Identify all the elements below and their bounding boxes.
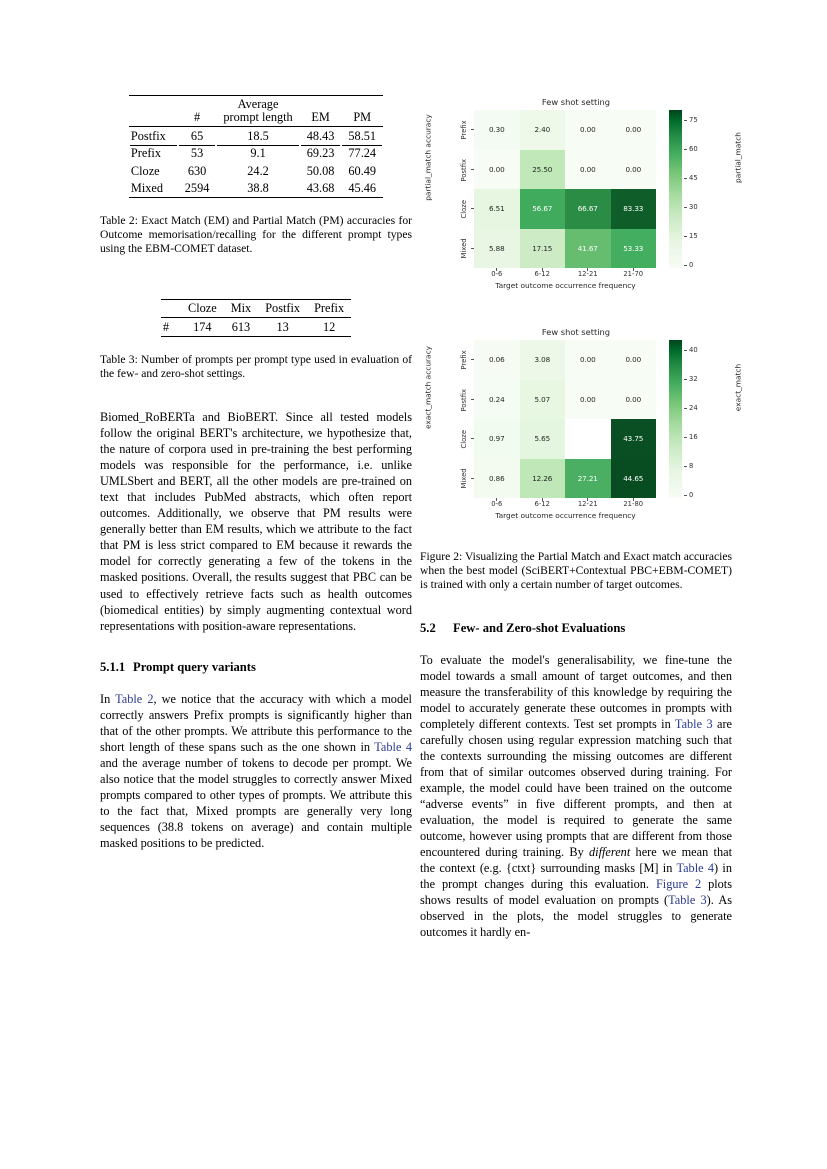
heatmap-1-x-ticks [474,270,656,278]
heatmap-cell: 5.65 [520,419,566,459]
table2-row-label: Cloze [130,163,160,178]
link-table-2[interactable]: Table 2 [115,691,154,706]
table3-header-blank [161,299,181,318]
left-paragraph-1 [100,409,412,634]
heatmap-cell: 0.00 [611,340,657,380]
heatmap-2-colorbar-title: exact_match [733,363,743,412]
y-tick-label: Cloze [460,199,468,219]
table-row [129,162,383,180]
heatmap-cell: 56.67 [520,189,566,229]
text-segment: and the average number of tokens to decode per prompt. We also notice that the model struggles to correctly answer Mixed prompts compared to other types of prompts. We attribute this to the fact that, Mixed prompts are generally very long sequences (38.8 tokens on average) and contain multiple masked positions to be predicted. [100,755,412,851]
table2-cell-count: 53 [190,146,204,160]
table2-cell-avg: 38.8 [216,180,299,198]
colorbar-tick-label: 0 [689,261,694,269]
heatmap-1-title: Few shot setting [541,97,611,107]
section-number: 5.1.1 [100,659,126,674]
table2-header-em: EM [300,96,342,127]
table2-cell-avg: 18.5 [216,127,299,145]
table-row [129,180,383,198]
heatmap-cell: 0.00 [611,380,657,420]
heatmap-cell: 2.40 [520,110,566,150]
table-3-block [100,299,412,381]
table2-header-avg-line2: prompt length [223,110,293,124]
heatmap-2-title: Few shot setting [541,327,611,337]
table2-header-count: # [178,96,217,127]
heatmap-2-x-axis-title: Target outcome occurrence frequency [495,511,636,520]
table2-row-label: Mixed [129,180,178,198]
heatmap-cell: 0.24 [474,380,520,420]
section-title: Prompt query variants [133,659,256,674]
heatmap-cell: 0.86 [474,459,520,499]
link-table-4[interactable]: Table 4 [676,861,715,876]
x-tick-label: 0-6 [491,500,503,508]
table3-header-mix: Mix [224,299,259,318]
heatmap-2-x-ticks [474,500,656,508]
link-table-3-second[interactable]: Table 3 [668,893,707,908]
table3-row-label: # [161,318,181,337]
heatmap-cell: 0.97 [474,419,520,459]
figure-2-heatmap-partial-match [420,95,743,308]
text-segment: In [100,691,116,706]
heatmap-cell: 0.00 [565,150,611,190]
heatmap-2-y-axis-title: exact_match accuracy [423,345,433,430]
heatmap-1 [420,95,743,308]
table-row [161,299,351,318]
heatmap-cell: 83.33 [611,189,657,229]
colorbar-tick-label: 75 [689,116,698,124]
heatmap-cell: 0.00 [565,110,611,150]
heatmap-2 [420,325,743,538]
table2-cell-avg: 24.2 [247,163,269,178]
link-table-3[interactable]: Table 3 [674,716,713,731]
table3-header-cloze: Cloze [181,299,224,318]
heatmap-cell: 17.15 [520,229,566,269]
heatmap-cell: 44.65 [611,459,657,499]
x-tick-label: 6-12 [534,270,550,278]
x-tick-label: 12-21 [577,270,598,278]
table2-header-blank [129,96,178,127]
text-segment: , we notice that the accuracy with which a model correctly answers Prefix prompts is significantly higher than that of the other prompts. We attribute this performance to the short length of these spans such as the one shown in [100,691,412,754]
table3-header-postfix: Postfix [258,299,307,318]
heatmap-cell: 0.00 [565,340,611,380]
table3-cell-prefix: 12 [307,318,351,337]
heatmap-cell: 43.75 [611,419,657,459]
colorbar-tick-label: 40 [689,346,698,354]
colorbar-tick-label: 45 [689,174,698,182]
heatmap-cell: 0.00 [611,110,657,150]
left-paragraph-1-text: Biomed_RoBERTa and BioBERT. Since all tested models follow the original BERT's architecture, we hypothesize that, the nature of corpora used in pre-training the best performing models was responsible for the performance, i.e. unlike UMLSbert and BERT, all the other models are pre-trained on text that includes PubMed abstracts, which often report outcomes. Additionally, we observe that PM results were generally better than EM results, which we attribute to the fact that PM is less strict compared to EM because it rewards the model for correctly generating a few of the tokens in the masked positions. Overall, the results suggest that PBC can be used to effectively retrieve facts such as health outcomes (biomedical entities) by simply augmenting contextual word representations with position-aware representations. [100,410,412,633]
table-row [161,318,351,337]
heatmap-cell: 53.33 [611,229,657,269]
text-segment: ). As observed in the plots, the model struggles to generate outcomes it hardly en- [420,893,732,940]
heatmap-cell: 12.26 [520,459,566,499]
heatmap-1-grid [474,110,656,268]
table-3 [161,299,351,337]
colorbar-tick-label: 60 [689,145,698,153]
right-paragraph-1 [420,652,732,941]
table2-cell-em: 43.68 [300,180,342,198]
heatmap-cell: 27.21 [565,459,611,499]
colorbar-tick-label: 30 [689,203,698,211]
text-segment: are carefully chosen using regular expression matching such that the contexts surrounding the missing outcomes are different from that of similar outcomes observed during training. For example, the model could have been trained on the outcome “adverse events” in five different prompts, and then at evaluation, the model is required to generate the same outcome, however using prompts that are different from those encountered during training. By [420,716,732,860]
heatmap-2-colorbar [669,340,682,498]
heatmap-1-x-axis-title: Target outcome occurrence frequency [495,281,636,290]
colorbar-tick-label: 15 [689,232,698,240]
heatmap-cell: 41.76 [577,434,598,444]
y-tick-label: Postfix [460,387,468,411]
heatmap-cell: 5.07 [520,380,566,420]
table2-cell-pm: 58.51 [341,127,383,145]
table2-header-pm: PM [341,96,383,127]
section-title: Few- and Zero-shot Evaluations [453,620,626,635]
y-tick-label: Mixed [460,238,468,259]
y-tick-label: Prefix [460,120,468,140]
table2-cell-pm: 77.24 [348,146,377,160]
heatmap-cell: 6.51 [474,189,520,229]
table-row [129,145,383,163]
table-2-caption: Table 2: Exact Match (EM) and Partial Match (PM) accuracies for Outcome memorisation/recalling for the different prompt types using the EBM-COMET dataset. [100,214,412,256]
colorbar-tick-label: 32 [689,375,698,383]
table-row [129,127,383,145]
heatmap-cell: 3.08 [520,340,566,380]
table2-cell-em: 48.43 [300,127,342,145]
x-tick-label: 21-70 [623,270,644,278]
link-table-4[interactable]: Table 4 [374,739,413,754]
x-tick-label: 21-80 [623,500,644,508]
table2-row-label: Prefix [130,146,161,160]
heatmap-cell: 0.00 [474,150,520,190]
heatmap-cell: 25.50 [520,150,566,190]
right-column [420,95,743,940]
colorbar-tick-label: 8 [689,462,694,470]
left-column [100,95,412,851]
table2-cell-em: 69.23 [306,146,335,160]
text-segment: To evaluate the model's generalisability, we fine-tune the model towards a small amount of target outcomes, and then measure the transferability of this knowledge by requiring the model to accurately generate these outcomes in prompts with completely different contexts. Test set prompts in [420,652,732,731]
heatmap-cell: 66.67 [565,189,611,229]
text-segment: plots shows results of model evaluation on prompts ( [420,877,732,908]
figure-2-heatmap-exact-match [420,325,743,538]
table2-header-avg-line1: Average [237,96,279,111]
heatmap-1-y-axis-title: partial_match accuracy [423,114,433,201]
section-number: 5.2 [420,620,436,635]
x-tick-label: 0-6 [491,270,503,278]
heatmap-cell: 5.88 [474,229,520,269]
heatmap-1-colorbar [669,110,682,268]
figure-2-caption: Figure 2: Visualizing the Partial Match and Exact match accuracies when the best model (SciBERT+Contextual PBC+EBM-COMET) is trained with only a certain number of target outcomes. [420,550,732,592]
heatmap-1-colorbar-title: partial_match [733,132,743,183]
table2-row-label: Postfix [129,127,178,145]
table-row [129,96,383,127]
table-2-block [100,95,412,257]
heatmap-cell: 0.30 [474,110,520,150]
heatmap-2-grid [474,340,656,498]
heatmap-1-colorbar-ticks [684,110,724,268]
x-tick-label: 6-12 [534,500,550,508]
text-segment: here we mean that the context (e.g. {ctxt} surrounding masks [M] in [420,845,732,876]
table2-cell-pm: 60.49 [348,163,377,178]
section-heading-52 [420,621,732,636]
link-figure-2[interactable]: Figure 2 [655,877,702,892]
table2-cell-pm: 45.46 [341,180,383,198]
y-tick-label: Mixed [460,468,468,489]
section-heading-511 [100,660,412,675]
table3-header-prefix: Prefix [307,299,351,318]
x-tick-label: 12-21 [577,500,598,508]
table-2 [129,95,383,198]
y-tick-label: Prefix [460,350,468,370]
colorbar-tick-label: 0 [689,491,694,499]
heatmap-cell: 0.00 [611,150,657,190]
table3-cell-postfix: 13 [258,318,307,337]
table2-header-avg [216,96,299,127]
emphasis-different: different [589,845,631,860]
table2-cell-count: 2594 [178,180,217,198]
heatmap-cell: 0.00 [565,380,611,420]
table3-cell-cloze: 174 [181,318,224,337]
table-3-caption: Table 3: Number of prompts per prompt type used in evaluation of the few- and zero-shot settings. [100,352,412,380]
colorbar-tick-label: 24 [689,404,698,412]
text-segment: ) in the prompt changes during this evaluation. [420,861,733,892]
heatmap-2-colorbar-ticks [684,340,724,498]
y-tick-label: Postfix [460,157,468,181]
table3-cell-mix: 613 [224,318,259,337]
table2-cell-count: 630 [187,163,207,178]
heatmap-cell: 0.06 [474,340,520,380]
heatmap-cell: 41.67 [565,229,611,269]
y-tick-label: Cloze [460,429,468,449]
table2-cell-avg: 9.1 [250,146,266,160]
colorbar-tick-label: 16 [689,433,698,441]
table2-cell-em: 50.08 [306,163,335,178]
left-paragraph-2 [100,691,412,851]
table2-cell-count: 65 [178,127,217,145]
